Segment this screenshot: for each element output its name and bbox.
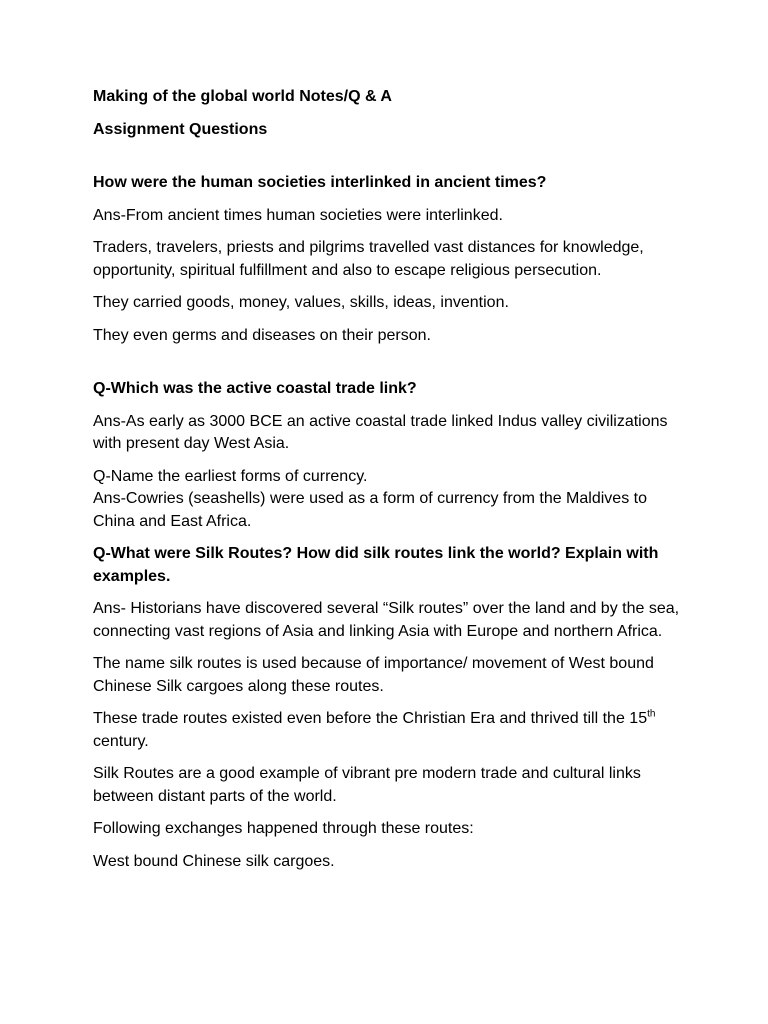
answer-4-line-3-main: These trade routes existed even before the Christian Era and thrived till the 15 [93, 710, 648, 727]
answer-1-line-2: Traders, travelers, priests and pilgrims travelled vast distances for knowledge, opportunity, spiritual fulfillment and also to escape religious persecution. [93, 239, 644, 279]
answer-3: Ans-Cowries (seashells) were used as a form of currency from the Maldives to China and East Africa. [93, 490, 647, 530]
question-3: Q-Name the earliest forms of currency. [93, 467, 368, 485]
answer-4-line-5: Following exchanges happened through these routes: [93, 820, 474, 837]
question-2: Q-Which was the active coastal trade link? [93, 380, 417, 397]
answer-4-line-3-end: century. [93, 732, 149, 750]
ordinal-suffix: th [647, 708, 656, 720]
question-4: Q-What were Silk Routes? How did silk routes link the world? Explain with examples. [93, 545, 659, 585]
answer-1-line-1: Ans-From ancient times human societies were interlinked. [93, 206, 503, 224]
answer-4-line-6: West bound Chinese silk cargoes. [93, 852, 335, 870]
answer-4-line-1: Ans- Historians have discovered several “Silk routes” over the land and by the sea, connecting vast regions of Asia and linking Asia with Europe and northern Africa. [93, 600, 680, 640]
document-page [93, 86, 693, 873]
answer-1-line-4: They even germs and diseases on their person. [93, 326, 431, 344]
question-1: How were the human societies interlinked in ancient times? [93, 174, 547, 191]
answer-4-line-3 [93, 708, 693, 753]
answer-4-line-4: Silk Routes are a good example of vibrant pre modern trade and cultural links between distant parts of the world. [93, 765, 641, 805]
answer-4-line-2: The name silk routes is used because of importance/ movement of West bound Chinese Silk cargoes along these routes. [93, 655, 654, 695]
answer-2: Ans-As early as 3000 BCE an active coastal trade linked Indus valley civilizations with present day West Asia. [93, 412, 668, 452]
document-subtitle: Assignment Questions [93, 120, 268, 138]
document-title: Making of the global world Notes/Q & A [93, 88, 392, 105]
answer-1-line-3: They carried goods, money, values, skills, ideas, invention. [93, 294, 509, 311]
